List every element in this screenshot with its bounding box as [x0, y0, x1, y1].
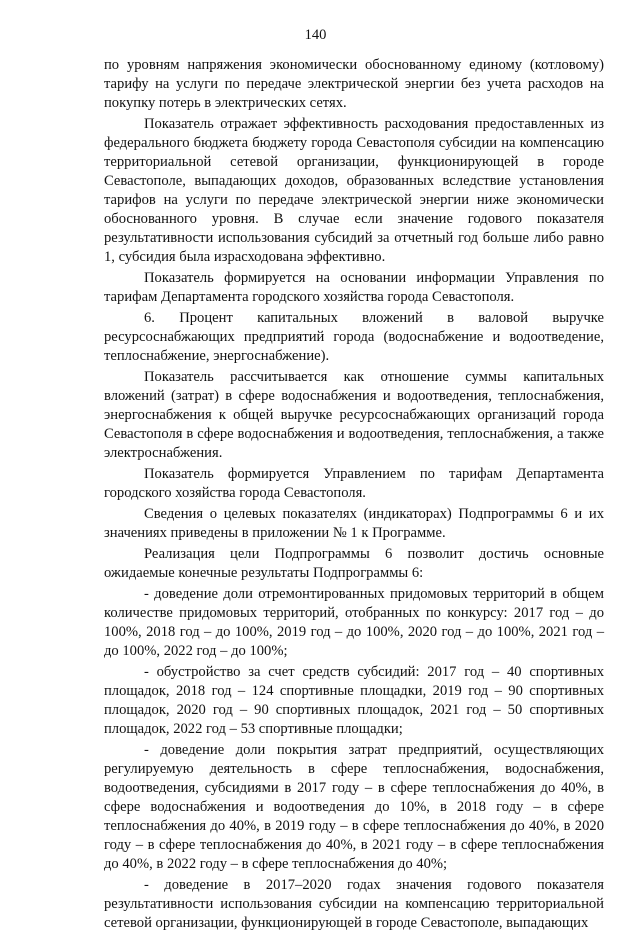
paragraph-2: Показатель отражает эффективность расходования предоставленных из федерального бюджета бюджету города Севастополя субсидии на компенсацию территориальной сетевой организации, функционирующей в городе Севастополе, выпадающих доходов, образованных вследствие установления тарифов на услуги по передаче электрической энергии ниже экономически обоснованного уровня. В случае если значение годового показателя результативности использования субсидий за отчетный год больше либо равно 1, субсидия была израсходована эффективно. [104, 116, 604, 265]
paragraph-5: Показатель рассчитывается как отношение суммы капитальных вложений (затрат) в сфере водоснабжения и водоотведения, теплоснабжения, энергоснабжения к общей выручке ресурсоснабжающих организаций города Севастополя в сфере водоснабжения и водоотведения, теплоснабжения, а также электроснабжения. [104, 369, 604, 461]
paragraph-6: Показатель формируется Управлением по тарифам Департамента городского хозяйства города Севастополя. [104, 466, 604, 501]
paragraph-8: Реализация цели Подпрограммы 6 позволит достичь основные ожидаемые конечные результаты Подпрограммы 6: [104, 546, 604, 581]
paragraph-9: - доведение доли отремонтированных придомовых территорий в общем количестве придомовых территорий, отобранных по конкурсу: 2017 год – до 100%, 2018 год – до 100%, 2019 год – до 100%, 2020 год – до 100%, 2021 год – до 100%, 2022 год – до 100%; [104, 586, 604, 659]
paragraph-11: - доведение доли покрытия затрат предприятий, осуществляющих регулируемую деятельность в сфере теплоснабжения, водоснабжения, водоотведения, субсидиями в 2017 году – в сфере теплоснабжения до 40%, в сфере водоснабжения и водоотведения до 10%, в 2018 году – в сфере теплоснабжения до 40%, в 2019 году – в сфере теплоснабжения до 40%, в 2020 году – в сфере теплоснабжения до 40%, в 2021 году – в сфере теплоснабжения до 40%, в 2022 году – в сфере теплоснабжения до 40%; [104, 742, 604, 872]
page-number: 140 [304, 27, 327, 43]
body-text [104, 56, 604, 935]
paragraph-10: - обустройство за счет средств субсидий: 2017 год – 40 спортивных площадок, 2018 год – 124 спортивные площадки, 2019 год – 90 спортивных площадок, 2020 год – 90 спортивных площадок, 2021 год – 50 спортивных площадок, 2022 год – 53 спортивные площадки; [104, 664, 604, 737]
paragraph-1: по уровням напряжения экономически обоснованному единому (котловому) тарифу на услуги по передаче электрической энергии без учета расходов на покупку потерь в электрических сетях. [104, 57, 604, 111]
paragraph-12: - доведение в 2017–2020 годах значения годового показателя результативности использования субсидии на компенсацию территориальной сетевой организации, функционирующей в городе Севастополе, выпадающих [104, 877, 604, 931]
paragraph-7: Сведения о целевых показателях (индикаторах) Подпрограммы 6 и их значениях приведены в приложении № 1 к Программе. [104, 506, 604, 541]
paragraph-4: 6. Процент капитальных вложений в валовой выручке ресурсоснабжающих предприятий города (водоснабжение и водоотведение, теплоснабжение, энергоснабжение). [104, 310, 604, 364]
paragraph-3: Показатель формируется на основании информации Управления по тарифам Департамента городского хозяйства города Севастополя. [104, 270, 604, 305]
